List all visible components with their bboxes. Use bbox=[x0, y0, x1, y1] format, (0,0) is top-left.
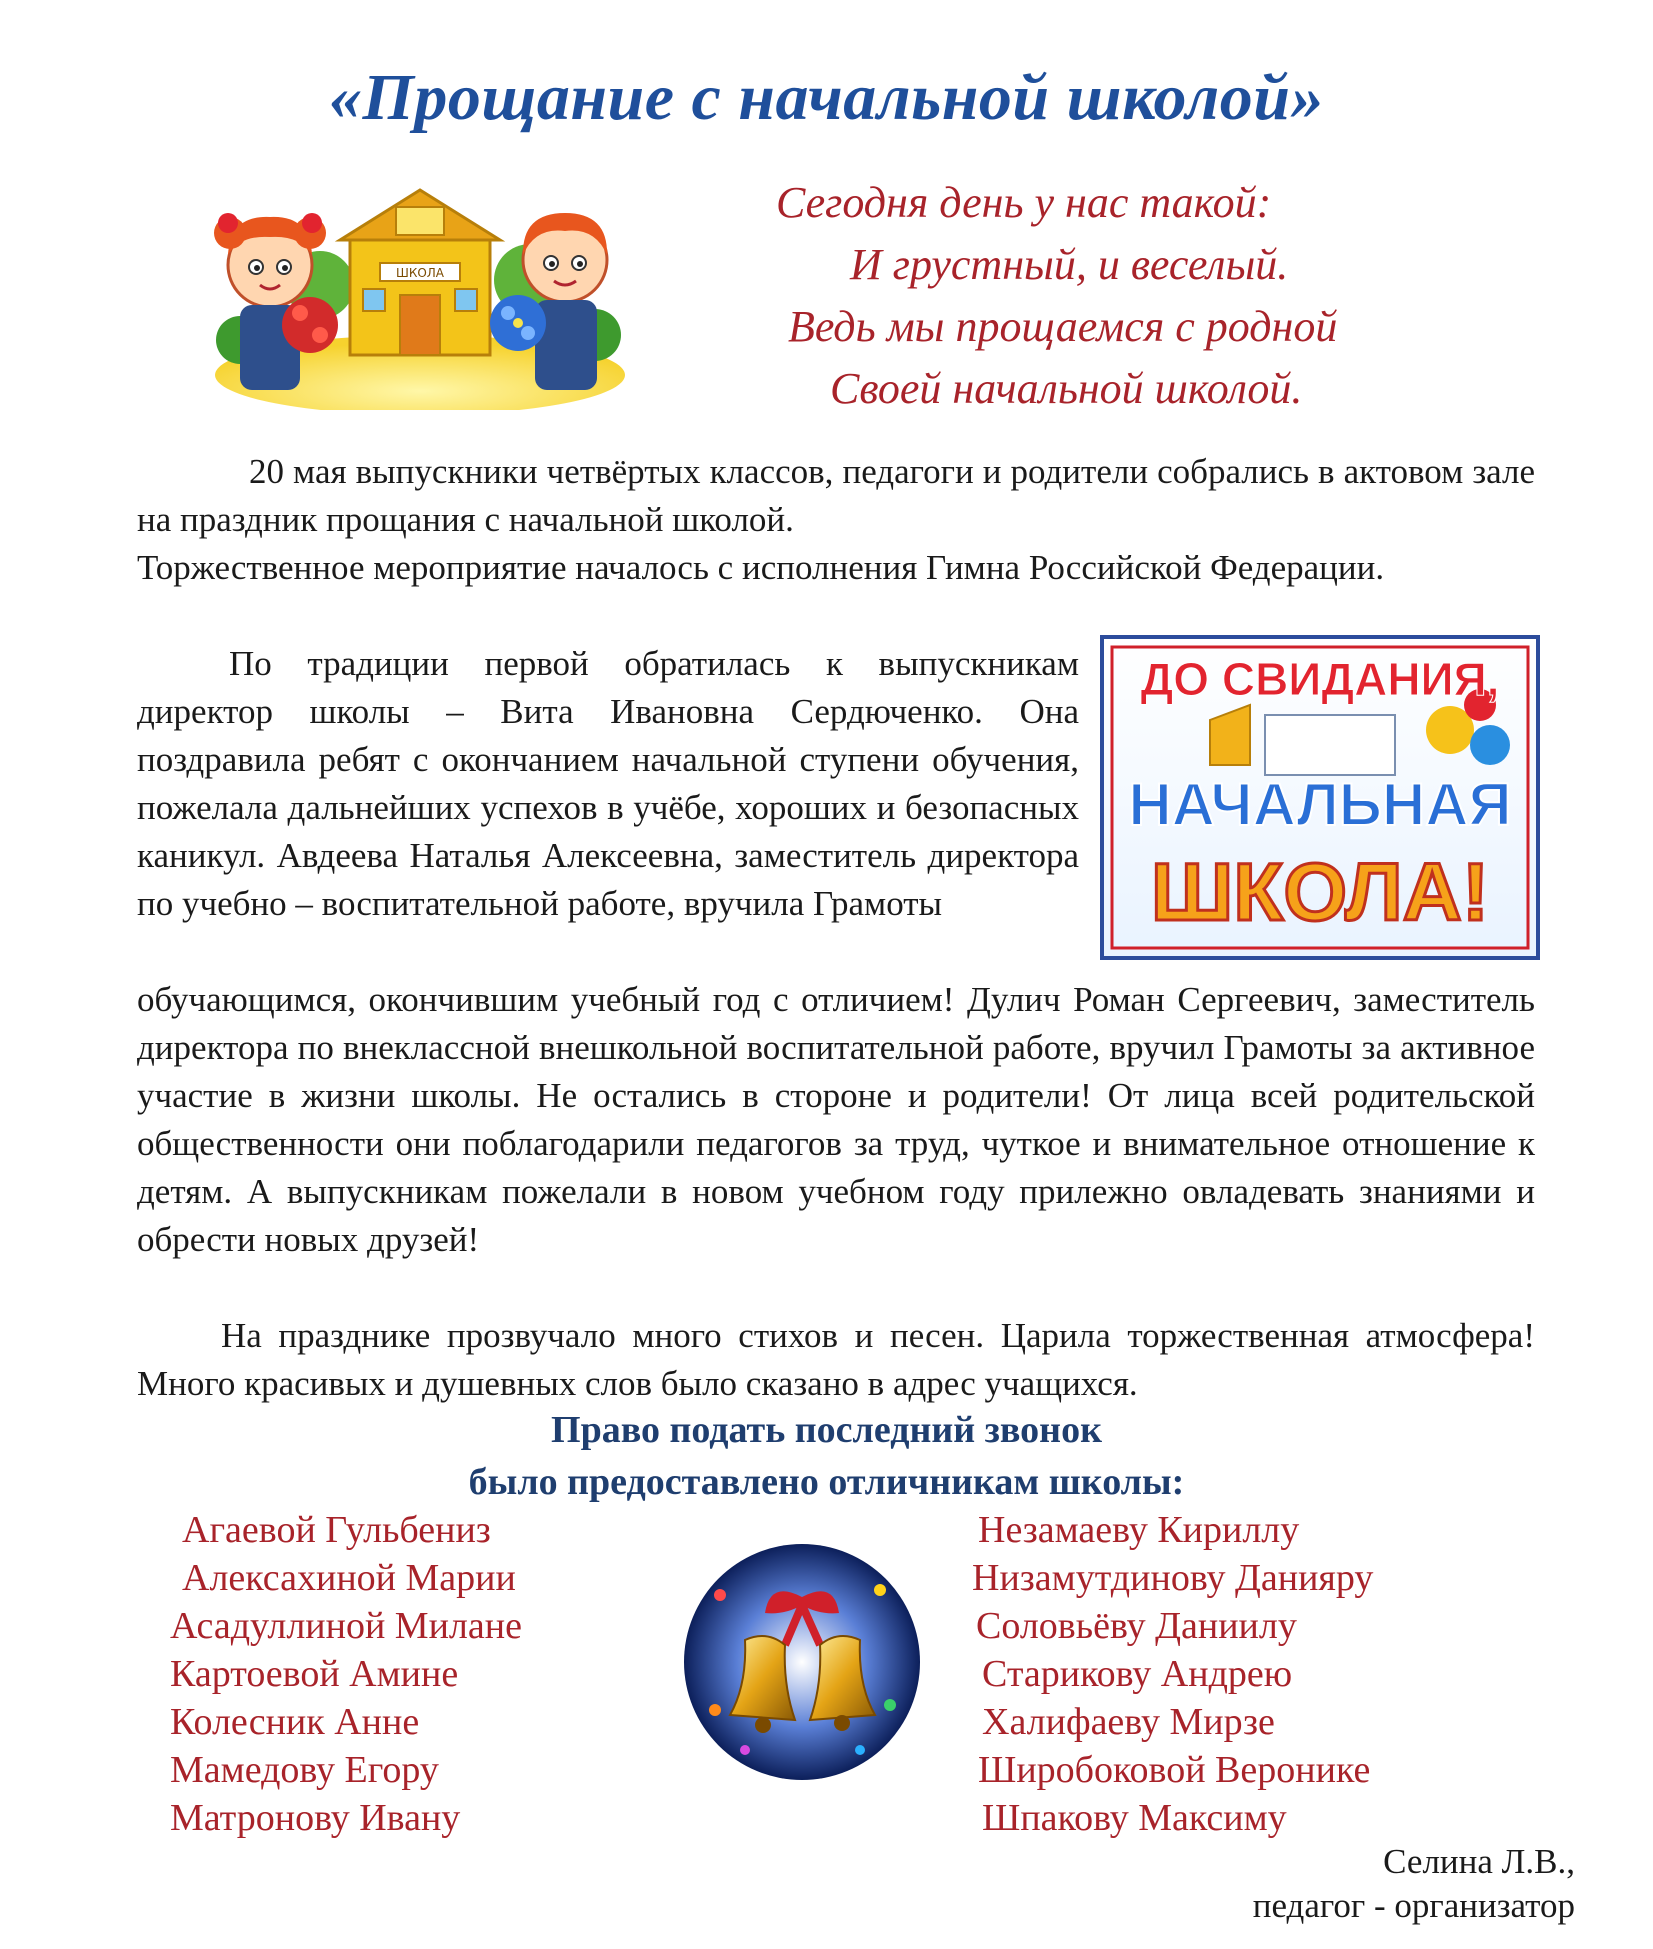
names-list-right bbox=[972, 1506, 1373, 1842]
list-item: Шпакову Максиму bbox=[982, 1797, 1287, 1839]
list-item: Алексахиной Марии bbox=[182, 1557, 516, 1599]
list-item: Незамаеву Кириллу bbox=[978, 1509, 1300, 1551]
signature bbox=[1253, 1840, 1575, 1928]
paragraph-awards: обучающимся, окончившим учебный год с отличием! Дулич Роман Сергеевич, заместитель директора по внеклассной внешкольной воспитательной работе, вручил Грамоты за активное участие в жизни школы. Не остались в стороне и родители! От лица всей родительской общественности они поблагодарили педагогов за труд, чуткое и внимательное отношение к детям. А выпускникам пожелали в новом учебном году прилежно овладевать знаниями и обрести новых друзей! bbox=[137, 980, 1535, 1259]
page-title: «Прощание с начальной школой» bbox=[329, 61, 1324, 134]
poem-line: Ведь мы прощаемся с родной bbox=[788, 302, 1338, 351]
banner-line-2: НАЧАЛЬНАЯ bbox=[1128, 771, 1512, 838]
poem-line: И грустный, и веселый. bbox=[850, 240, 1289, 289]
children-school-image bbox=[200, 185, 640, 410]
list-item: Широбоковой Веронике bbox=[978, 1749, 1371, 1791]
award-heading bbox=[0, 1404, 1653, 1508]
signature-name: Селина Л.В., bbox=[1383, 1842, 1575, 1881]
list-item: Колесник Анне bbox=[170, 1701, 420, 1743]
goodbye-school-banner bbox=[1100, 635, 1540, 960]
award-line-1: Право подать последний звонок bbox=[551, 1409, 1102, 1451]
bell-image bbox=[675, 1535, 930, 1790]
paragraph-anthem: Торжественное мероприятие началось с исполнения Гимна Российской Федерации. bbox=[137, 548, 1385, 587]
school-sign-text: ШКОЛА bbox=[395, 266, 445, 280]
poem bbox=[760, 172, 1480, 420]
signature-role: педагог - организатор bbox=[1252, 1886, 1575, 1925]
banner-line-1: ДО СВИДАНИЯ, bbox=[1140, 653, 1500, 705]
names-list-left bbox=[170, 1506, 522, 1842]
list-item: Асадуллиной Милане bbox=[170, 1605, 522, 1647]
goodbye-banner-image bbox=[1100, 635, 1540, 960]
list-item: Низамутдинову Данияру bbox=[972, 1557, 1374, 1599]
paragraph-celebration: На празднике прозвучало много стихов и песен. Царила торжественная атмосфера! Много красивых и душевных слов было сказано в адрес учащихся. bbox=[137, 1316, 1535, 1403]
poem-line: Сегодня день у нас такой: bbox=[776, 178, 1272, 227]
poem-line: Своей начальной школой. bbox=[830, 364, 1303, 413]
list-item: Картоевой Амине bbox=[170, 1653, 459, 1695]
bell-illustration bbox=[675, 1535, 930, 1790]
list-item: Агаевой Гульбениз bbox=[182, 1509, 491, 1551]
list-item: Халифаеву Мирзе bbox=[982, 1701, 1275, 1743]
banner-line-3: ШКОЛА! bbox=[1150, 847, 1490, 938]
award-line-2: было предоставлено отличникам школы: bbox=[468, 1461, 1185, 1503]
list-item: Матронову Ивану bbox=[170, 1797, 461, 1839]
list-item: Соловьёву Даниилу bbox=[976, 1605, 1297, 1647]
children-school-illustration bbox=[200, 185, 640, 410]
list-item: Старикову Андрею bbox=[982, 1653, 1293, 1695]
paragraph-intro: 20 мая выпускники четвёртых классов, педагоги и родители собрались в актовом зале на праздник прощания с начальной школой. bbox=[137, 452, 1535, 539]
list-item: Мамедову Егору bbox=[170, 1749, 439, 1791]
paragraph-director: По традиции первой обратилась к выпускникам директор школы – Вита Ивановна Сердюченко. Она поздравила ребят с окончанием начальной ступени обучения, пожелала дальнейших успехов в учёбе, хороших и безопасных каникул. Авдеева Наталья Алексеевна, заместитель директора по учебно – воспитательной работе, вручила Грамоты bbox=[137, 644, 1079, 923]
